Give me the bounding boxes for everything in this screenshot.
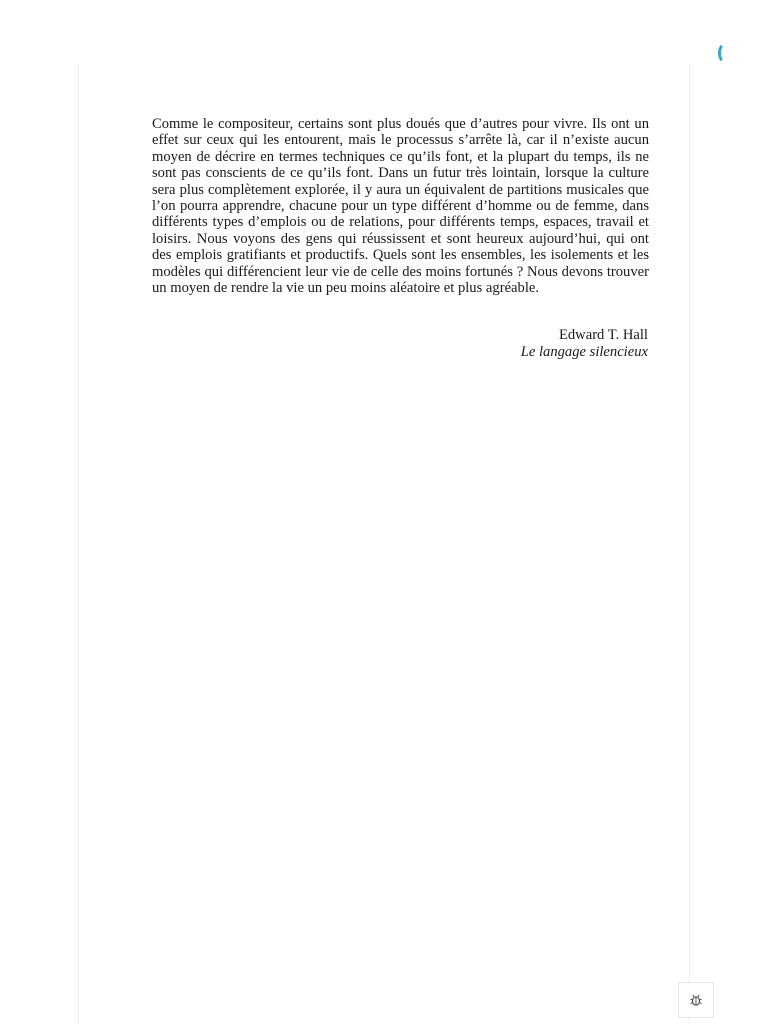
loading-spinner-icon (718, 42, 734, 64)
epigraph-author: Edward T. Hall (558, 327, 648, 343)
debug-button[interactable] (678, 982, 714, 1018)
document-page (78, 64, 690, 1024)
bug-icon (689, 993, 703, 1007)
epigraph-work-title: Le langage silencieux (520, 343, 648, 360)
epigraph-attribution (521, 327, 648, 360)
epigraph-paragraph: Comme le compositeur, certains sont plus doués que d’autres pour vivre. Ils ont un effet sur ceux qui les entourent, mais le processus s’arrête là, car il n’existe aucun moyen de décrire en termes techniques ce qu’ils font, et la plupart du temps, ils ne sont pas conscients de ce qu’ils font. Dans un futur très lointain, lorsque la culture sera plus complètement explorée, il y aura un équivalent de partitions musicales que l’on pourra apprendre, chacune pour un type différent d’homme ou de femme, dans différents types d’emplois ou de relations, pour différents temps, espaces, travail et loisirs. Nous voyons des gens qui réussissent et sont heureux aujourd’hui, qui ont des emplois gratifiants et productifs. Quels sont les ensembles, les isolements et les modèles qui différencient leur vie de celle des moins fortunés ? Nous devons trouver un moyen de rendre la vie un peu moins aléatoire et plus agréable. (152, 116, 649, 297)
